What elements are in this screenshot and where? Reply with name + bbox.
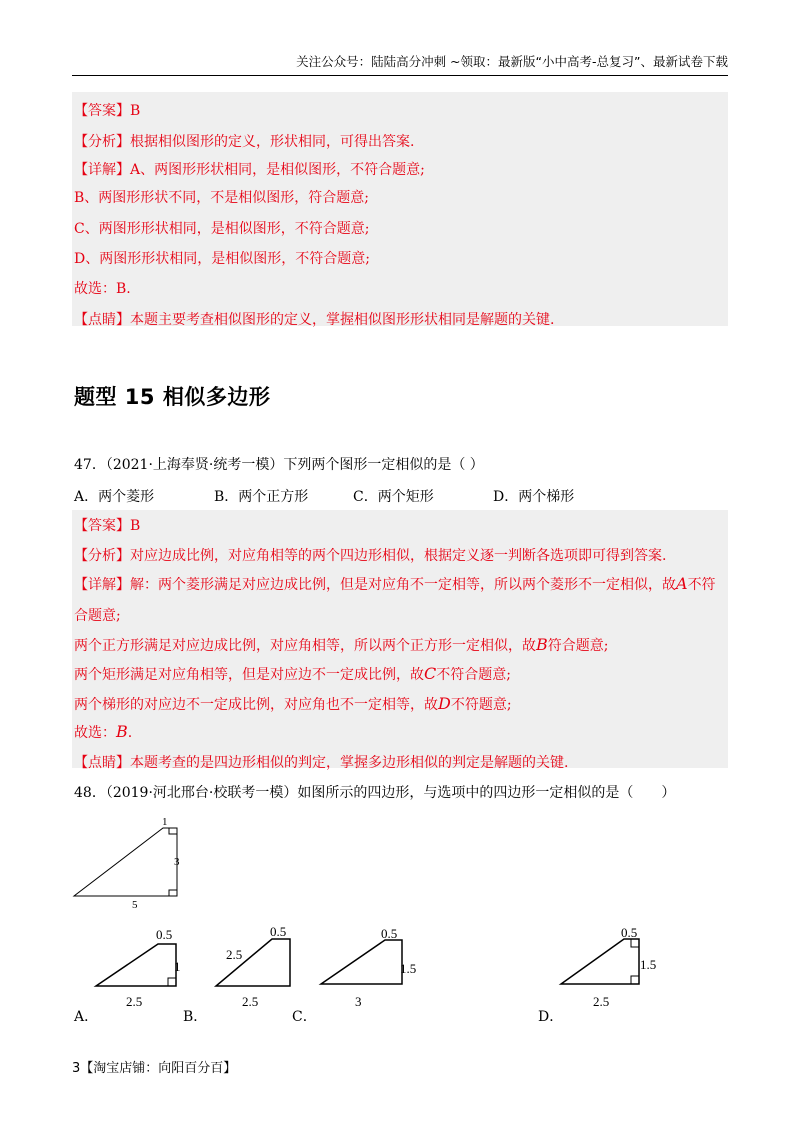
opt-b-bottom-label: 2.5 xyxy=(242,994,259,1009)
q47-answer: 【答案】B xyxy=(74,518,141,534)
answer-box-46 xyxy=(72,92,728,326)
page-footer: 3【淘宝店铺：向阳百分百】 xyxy=(72,1061,237,1076)
detail-b: B、两图形形状不同，不是相似图形，符合题意; xyxy=(74,190,370,206)
opt-b-top-label: 0.5 xyxy=(270,925,287,939)
opt-a-bottom-label: 2.5 xyxy=(126,994,143,1009)
q47-line-b-text: 两个正方形满足对应边成比例，对应角相等，所以两个正方形一定相似，故 xyxy=(74,638,536,654)
opt-a-right-label: 1 xyxy=(174,959,181,974)
opt-a-top-label: 0.5 xyxy=(156,927,173,942)
q47-line-d xyxy=(74,694,512,714)
q47-line-c-tail: 不符合题意; xyxy=(436,667,511,683)
question-48-stem: 48．（2019·河北邢台·校联考一模）如图所示的四边形，与选项中的四边形一定相似的是（ ） xyxy=(74,785,676,801)
q47-line-d-tail: 不符题意; xyxy=(450,697,512,713)
q47-detail-a-tail: 不符 xyxy=(687,577,716,593)
opt-c-bottom-label: 3 xyxy=(355,994,362,1009)
q47-line-b-tail: 符合题意; xyxy=(547,638,609,654)
detail-d: D、两图形形状相同，是相似图形，不符合题意; xyxy=(74,251,370,267)
q48-option-d-figure xyxy=(555,925,665,1010)
opt-d-bottom-label: 2.5 xyxy=(593,994,610,1009)
q48-option-b-figure xyxy=(210,925,320,1010)
q47-line-c-var: C xyxy=(424,664,437,683)
main-right-label: 3 xyxy=(174,856,180,868)
q48-main-figure xyxy=(60,810,200,915)
q47-detail-a-var: A xyxy=(676,574,688,593)
question-47-stem: 47．（2021·上海奉贤·统考一模）下列两个图形一定相似的是（ ） xyxy=(74,457,484,473)
section-title: 题型 15 相似多边形 xyxy=(74,385,271,409)
detail-c: C、两图形形状相同，是相似图形，不符合题意; xyxy=(74,221,370,237)
q47-option-b: B．两个正方形 xyxy=(214,489,309,505)
q47-choose-var: B xyxy=(116,722,128,741)
q47-detail-a2: 合题意; xyxy=(74,608,121,624)
q47-line-b xyxy=(74,635,608,655)
q47-option-a: A．两个菱形 xyxy=(74,489,155,505)
answer-label: 【答案】B xyxy=(74,103,141,119)
q47-option-c: C．两个矩形 xyxy=(353,489,434,505)
q47-line-d-text: 两个梯形的对应边不一定成比例，对应角也不一定相等，故 xyxy=(74,697,438,713)
q47-line-b-var: B xyxy=(536,635,548,654)
q48-option-a-figure xyxy=(90,925,200,1010)
q47-comment: 【点睛】本题考查的是四边形相似的判定，掌握多边形相似的判定是解题的关键. xyxy=(74,755,569,771)
q47-choose xyxy=(74,722,132,742)
q47-line-c-text: 两个矩形满足对应角相等，但是对应边不一定成比例，故 xyxy=(74,667,424,683)
q47-option-d: D．两个梯形 xyxy=(493,489,575,505)
analysis-text: 【分析】根据相似图形的定义，形状相同，可得出答案. xyxy=(74,134,415,150)
opt-b-left-label: 2.5 xyxy=(226,947,243,962)
q48-option-d-letter: D． xyxy=(538,1009,564,1025)
main-top-label: 1 xyxy=(162,816,168,828)
choose-text: 故选：B. xyxy=(74,281,131,297)
comment-text: 【点睛】本题主要考查相似图形的定义，掌握相似图形形状相同是解题的关键. xyxy=(74,312,555,328)
q47-choose-text: 故选： xyxy=(74,725,116,741)
q48-option-c-figure xyxy=(315,925,425,1010)
main-bottom-label: 5 xyxy=(132,899,138,911)
opt-c-right-label: 1.5 xyxy=(400,961,417,976)
opt-c-top-label: 0.5 xyxy=(381,926,398,941)
opt-d-right-label: 1.5 xyxy=(640,957,657,972)
q47-detail-a-text: 【详解】解：两个菱形满足对应边成比例，但是对应角不一定相等，所以两个菱形不一定相似，故 xyxy=(74,577,676,593)
opt-d-top-label: 0.5 xyxy=(621,925,638,940)
q47-detail-a xyxy=(74,574,716,594)
q47-line-c xyxy=(74,664,511,684)
q48-option-a-letter: A． xyxy=(74,1009,99,1025)
q47-line-d-var: D xyxy=(438,694,451,713)
detail-text: 【详解】A、两图形形状相同，是相似图形，不符合题意; xyxy=(74,162,425,178)
q47-analysis: 【分析】对应边成比例，对应角相等的两个四边形相似，根据定义逐一判断各选项即可得到答案. xyxy=(74,548,667,564)
q48-option-c-letter: C． xyxy=(292,1009,317,1025)
page-header: 关注公众号：陆陆高分冲刺 ~领取：最新版“小中高考-总复习”、最新试卷下载 xyxy=(72,55,728,76)
q47-choose-tail: . xyxy=(127,725,133,741)
q48-option-b-letter: B． xyxy=(183,1009,208,1025)
